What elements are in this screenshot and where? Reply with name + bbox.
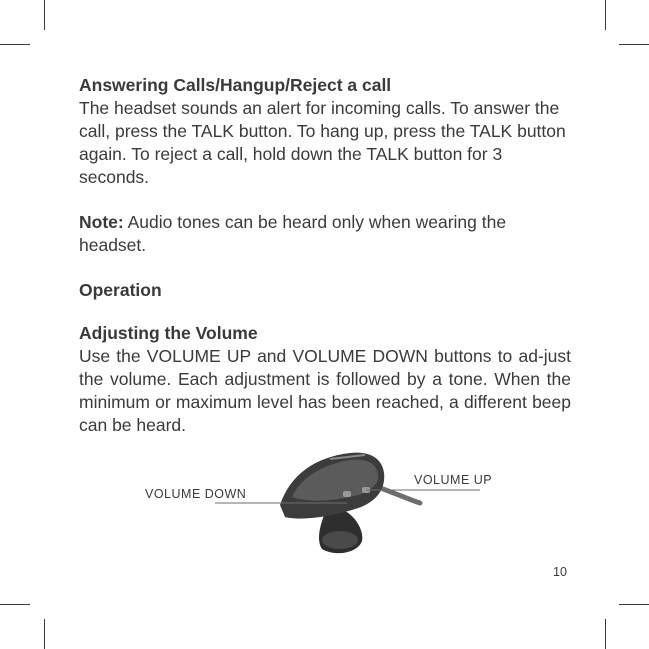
crop-mark	[605, 619, 606, 649]
section-heading-answering-calls: Answering Calls/Hangup/Reject a call	[79, 75, 392, 95]
volume-down-button	[343, 491, 351, 497]
volume-down-label: VOLUME DOWN	[145, 487, 247, 501]
note-label: Note:	[79, 212, 124, 232]
manual-content	[79, 74, 571, 437]
crop-mark	[605, 0, 606, 30]
volume-instructions-text: Use the VOLUME UP and VOLUME DOWN buttons to ad-just the volume. Each adjustment is followed by a tone. When the minimum or maximum level has been reached, a different beep can be heard.	[79, 346, 571, 435]
answering-calls-text: The headset sounds an alert for incoming calls. To answer the call, press the TALK button. To hang up, press the TALK button again. To reject a call, hold down the TALK button for 3 seconds.	[79, 98, 566, 187]
crop-mark	[619, 604, 649, 605]
note-paragraph	[79, 211, 571, 257]
crop-mark	[44, 0, 45, 30]
crop-mark	[0, 44, 30, 45]
section-heading-operation: Operation	[79, 280, 162, 300]
ear-tip	[322, 531, 358, 549]
page-number: 10	[553, 565, 567, 579]
crop-mark	[0, 604, 30, 605]
volume-up-label: VOLUME UP	[414, 473, 493, 487]
subheading-adjusting-volume: Adjusting the Volume	[79, 323, 258, 343]
note-text: Audio tones can be heard only when wearing the headset.	[79, 212, 507, 255]
crop-mark	[619, 44, 649, 45]
headset-figure	[140, 445, 520, 555]
crop-mark	[44, 619, 45, 649]
